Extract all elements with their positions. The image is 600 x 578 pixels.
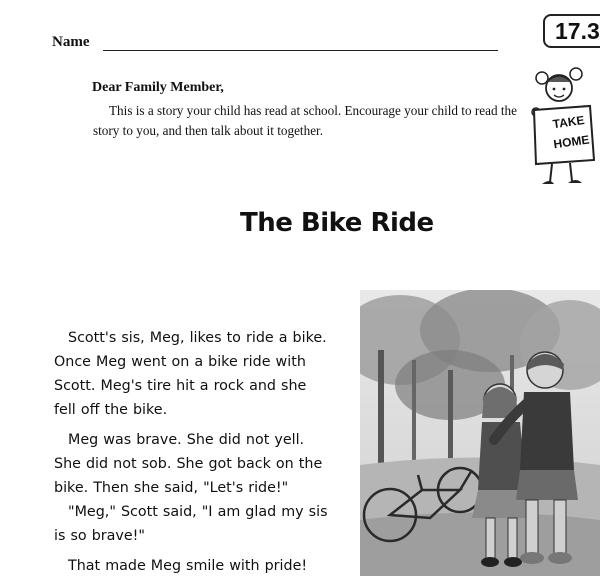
take-home-line1: TAKE [551, 112, 586, 132]
story-paragraph-2 [54, 428, 354, 500]
story-line: "Meg," Scott said, "I am glad my sis [68, 504, 328, 520]
name-label: Name [52, 34, 90, 50]
story-line: Scott. Meg's tire hit a rock and she [54, 378, 307, 394]
take-home-sign [538, 108, 600, 156]
story-paragraph-4 [54, 554, 354, 578]
kids-with-bike-illustration [360, 290, 600, 576]
letter-body: This is a story your child has read at school. Encourage your child to read the story to you, and then talk about it together. [93, 103, 517, 138]
story-paragraph-1 [54, 326, 354, 422]
story-title: The Bike Ride [240, 208, 434, 238]
story-paragraph-3 [54, 500, 354, 548]
story-line: is so brave!" [54, 528, 145, 544]
letter-heading: Dear Family Member, [92, 80, 224, 95]
story-line: Scott's sis, Meg, likes to ride a bike. [68, 330, 327, 346]
take-home-line2: HOME [552, 132, 591, 152]
story-line: fell off the bike. [54, 402, 168, 418]
story-line: bike. Then she said, "Let's ride!" [54, 480, 289, 496]
story-line: Meg was brave. She did not yell. [68, 432, 305, 448]
lesson-number-badge: 17.3 [543, 14, 600, 48]
story-line: That made Meg smile with pride! [68, 558, 308, 574]
story-line: She did not sob. She got back on the [54, 456, 323, 472]
story-line: Once Meg went on a bike ride with [54, 354, 306, 370]
name-line [103, 50, 498, 51]
